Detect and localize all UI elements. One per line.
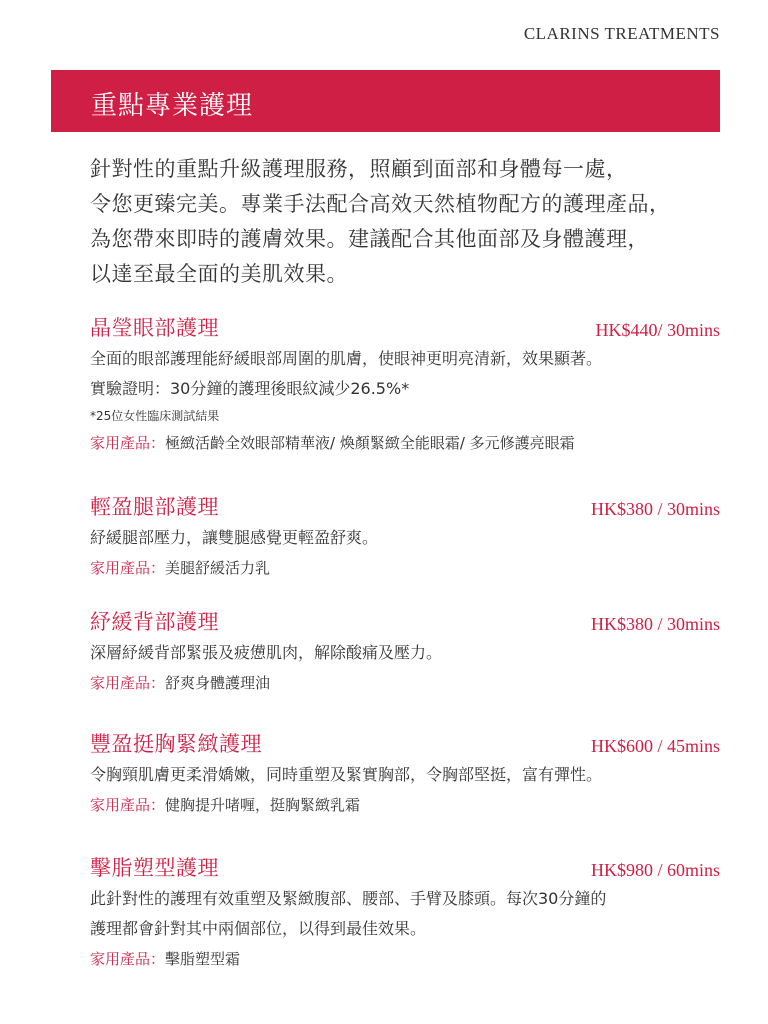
home-products-value: 美腿舒緩活力乳 xyxy=(165,559,271,577)
treatment-price: HK$380 / 30mins xyxy=(590,614,720,634)
footnote: *25位女性臨床測試結果 xyxy=(90,409,220,423)
description-line: 深層紓緩背部緊張及疲憊肌肉，解除酸痛及壓力。 xyxy=(90,643,443,662)
treatment-description xyxy=(90,638,442,698)
intro-paragraph xyxy=(90,152,730,292)
home-products xyxy=(90,668,442,698)
treatment-price: HK$980 / 60mins xyxy=(590,860,720,880)
home-products-label: 家用產品： xyxy=(90,674,166,692)
treatment-description xyxy=(90,344,602,458)
treatment-name: 豐盈挺胸緊緻護理 xyxy=(90,732,262,756)
intro-line: 以達至最全面的美肌效果。 xyxy=(90,262,348,286)
treatment-price: HK$380 / 30mins xyxy=(590,499,720,519)
intro-line: 針對性的重點升級護理服務，照顧到面部和身體每一處， xyxy=(90,157,628,181)
treatment-price: HK$600 / 45mins xyxy=(590,736,720,756)
home-products-label: 家用產品： xyxy=(90,950,166,968)
home-products-value: 健胸提升啫喱，挺胸緊緻乳霜 xyxy=(165,796,361,814)
treatment-description xyxy=(90,523,378,583)
home-products-value: 舒爽身體護理油 xyxy=(165,674,271,692)
home-products-label: 家用產品： xyxy=(90,559,166,577)
treatment-description xyxy=(90,884,606,974)
brand-header: CLARINS TREATMENTS xyxy=(523,24,720,43)
description-line: 實驗證明：30分鐘的護理後眼紋減少26.5%* xyxy=(90,379,410,398)
section-banner xyxy=(51,70,720,132)
home-products xyxy=(90,553,378,583)
home-products xyxy=(90,428,602,458)
treatment-price: HK$440/ 30mins xyxy=(595,320,720,340)
home-products xyxy=(90,790,602,820)
description-line: 紓緩腿部壓力，讓雙腿感覺更輕盈舒爽。 xyxy=(90,528,379,547)
home-products-label: 家用產品： xyxy=(90,434,166,452)
intro-line: 令您更臻完美。專業手法配合高效天然植物配方的護理產品， xyxy=(90,192,671,216)
treatment-name: 擊脂塑型護理 xyxy=(90,856,219,880)
treatment-name: 輕盈腿部護理 xyxy=(90,495,219,519)
home-products xyxy=(90,944,606,974)
treatment-name: 晶瑩眼部護理 xyxy=(90,316,219,340)
description-line: 護理都會針對其中兩個部位，以得到最佳效果。 xyxy=(90,919,427,938)
home-products-label: 家用產品： xyxy=(90,796,166,814)
home-products-value: 極緻活齡全效眼部精華液/ 煥顏緊緻全能眼霜/ 多元修護亮眼霜 xyxy=(165,434,575,452)
description-line: 令胸頸肌膚更柔滑嬌嫩，同時重塑及緊實胸部，令胸部堅挺，富有彈性。 xyxy=(90,765,603,784)
home-products-value: 擊脂塑型霜 xyxy=(165,950,241,968)
intro-line: 為您帶來即時的護膚效果。建議配合其他面部及身體護理， xyxy=(90,227,649,251)
treatment-name: 紓緩背部護理 xyxy=(90,610,219,634)
description-line: 此針對性的護理有效重塑及緊緻腹部、腰部、手臂及膝頭。每次30分鐘的 xyxy=(90,889,607,908)
treatment-description xyxy=(90,760,602,820)
description-line: 全面的眼部護理能紓緩眼部周圍的肌膚，使眼神更明亮清新，效果顯著。 xyxy=(90,349,603,368)
section-title: 重點專業護理 xyxy=(91,91,254,121)
